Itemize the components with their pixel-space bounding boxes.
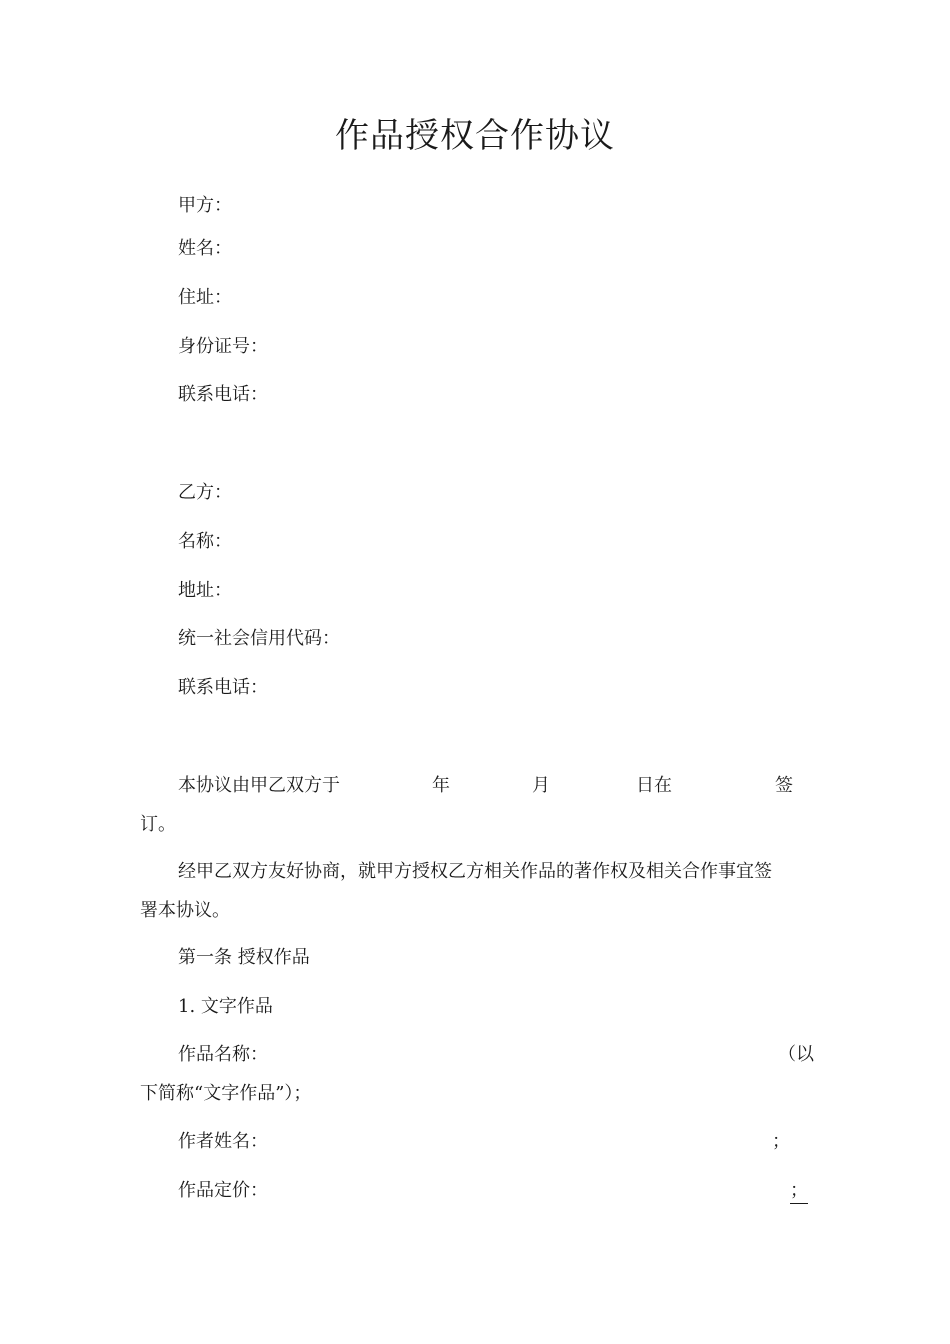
party-b-phone-label: 联系电话： xyxy=(178,677,268,698)
work-name-label: 作品名称： xyxy=(178,1044,268,1065)
signing-sign: 签 xyxy=(775,775,793,796)
price-label: 作品定价： xyxy=(178,1180,268,1201)
party-b-credit-code-label: 统一社会信用代码： xyxy=(178,628,340,649)
signing-day: 日在 xyxy=(636,775,672,796)
party-a-phone-label: 联系电话： xyxy=(178,384,268,405)
party-b-heading: 乙方： xyxy=(178,482,232,503)
document-title: 作品授权合作协议 xyxy=(335,116,615,156)
signing-year: 年 xyxy=(432,775,450,796)
party-a-id-label: 身份证号： xyxy=(178,336,268,357)
work-name-paren: （以 xyxy=(778,1044,814,1065)
author-name-end: ； xyxy=(772,1131,790,1152)
work-short-name: 下简称“文字作品”）； xyxy=(140,1083,312,1104)
article-1-item-1: 1. 文字作品 xyxy=(178,996,273,1017)
intro-line-1: 经甲乙双方友好协商，就甲方授权乙方相关作品的著作权及相关合作事宜签 xyxy=(178,861,772,882)
party-a-heading: 甲方： xyxy=(178,195,232,216)
price-end-text: ； xyxy=(790,1179,808,1204)
party-b-address-label: 地址： xyxy=(178,580,232,601)
signing-month: 月 xyxy=(532,775,550,796)
article-1-heading: 第一条 授权作品 xyxy=(178,947,310,968)
signing-end: 订。 xyxy=(140,814,176,835)
intro-line-2: 署本协议。 xyxy=(140,900,230,921)
party-a-address-label: 住址： xyxy=(178,287,232,308)
author-name-label: 作者姓名： xyxy=(178,1131,268,1152)
signing-prefix: 本协议由甲乙双方于 xyxy=(178,775,340,796)
party-b-name-label: 名称： xyxy=(178,531,232,552)
price-end xyxy=(790,1179,808,1204)
party-a-name-label: 姓名： xyxy=(178,238,232,259)
